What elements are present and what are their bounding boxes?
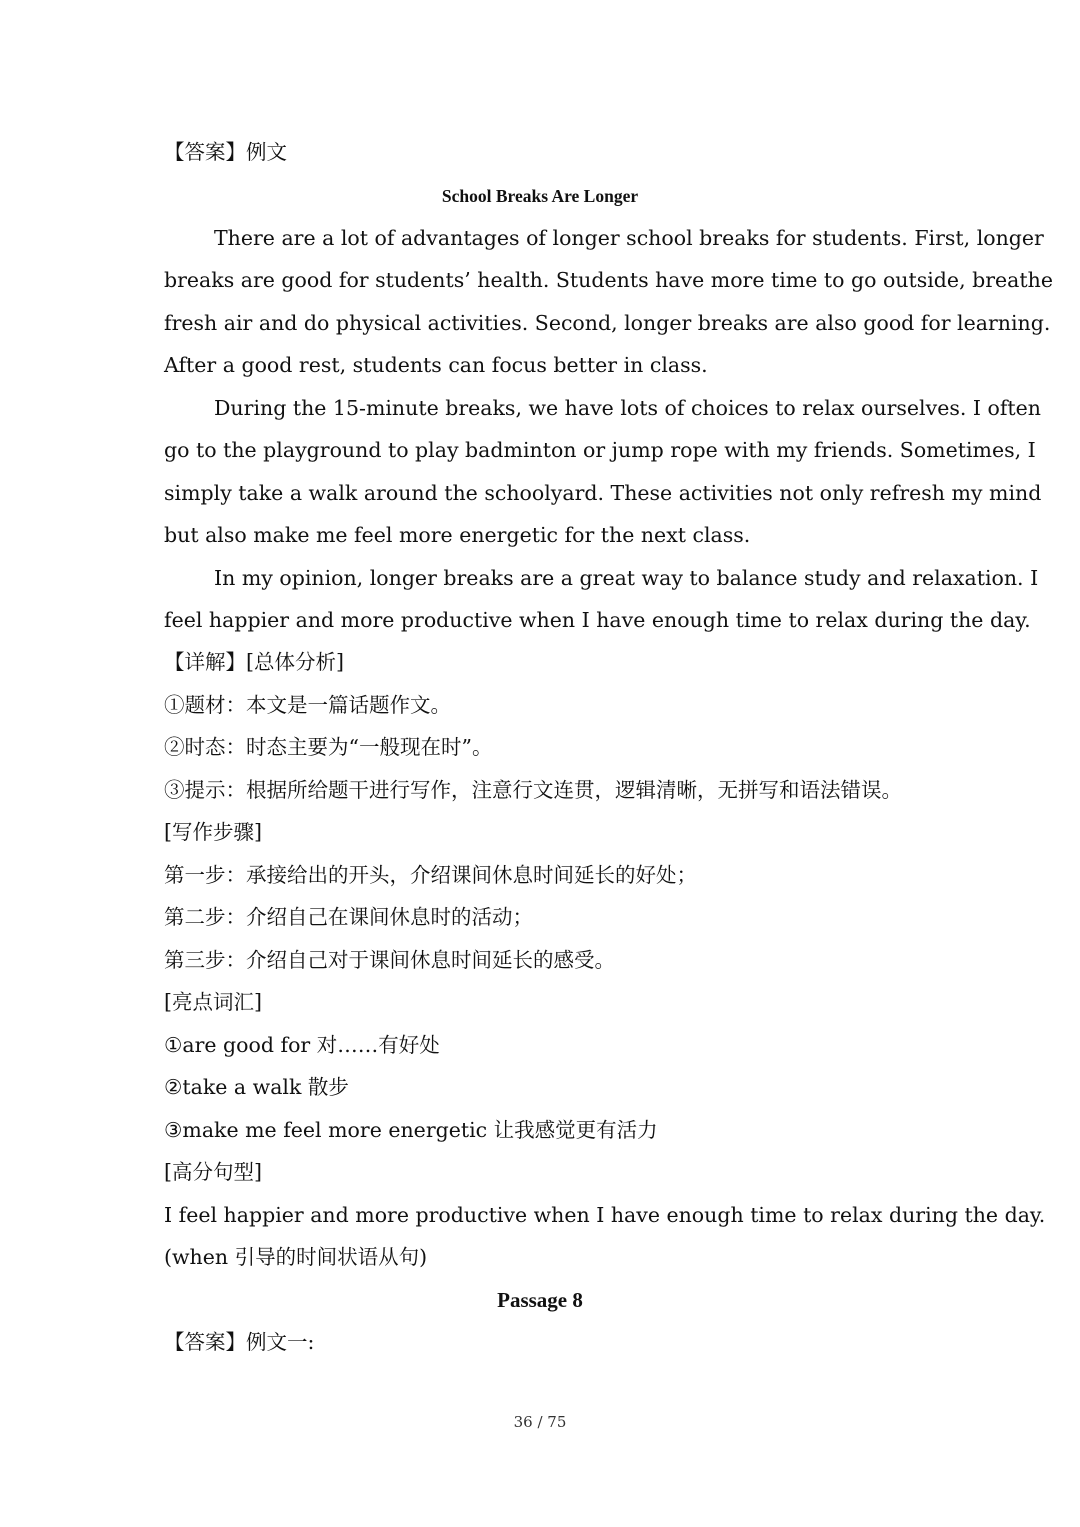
analysis-heading: 【详解】[总体分析] [164, 650, 344, 674]
essay-p1-line-3: fresh air and do physical activities. Second, longer breaks are also good for learning. [164, 311, 1051, 335]
essay-p2-line-3: simply take a walk around the schoolyard. These activities not only refresh my mind [164, 481, 1042, 505]
answer-label: 【答案】例文 [164, 140, 287, 164]
vocab-3: ③make me feel more energetic 让我感觉更有活力 [164, 1118, 658, 1142]
vocab-1: ①are good for 对……有好处 [164, 1033, 440, 1057]
steps-heading: [写作步骤] [164, 820, 262, 844]
sentence-note: (when 引导的时间状语从句) [164, 1245, 428, 1269]
page-number: 36 / 75 [513, 1413, 567, 1431]
step-2: 第二步：介绍自己在课间休息时的活动； [164, 905, 533, 929]
essay-p3-line-1: In my opinion, longer breaks are a great way to balance study and relaxation. I [214, 566, 1039, 590]
step-1: 第一步：承接给出的开头，介绍课间休息时间延长的好处； [164, 863, 697, 887]
analysis-item-3: ③提示：根据所给题干进行写作，注意行文连贯，逻辑清晰，无拼写和语法错误。 [164, 778, 902, 802]
vocab-2: ②take a walk 散步 [164, 1075, 349, 1099]
essay-p2-line-4: but also make me feel more energetic for the next class. [164, 523, 751, 547]
next-answer-label: 【答案】例文一: [164, 1330, 315, 1354]
passage-title: Passage 8 [497, 1288, 583, 1312]
sentence-example: I feel happier and more productive when I have enough time to relax during the day. [164, 1203, 1046, 1227]
essay-p1-line-2: breaks are good for students’ health. Students have more time to go outside, breathe [164, 268, 1053, 292]
sentence-heading: [高分句型] [164, 1160, 262, 1184]
vocab-heading: [亮点词汇] [164, 990, 262, 1014]
analysis-item-1: ①题材：本文是一篇话题作文。 [164, 693, 451, 717]
essay-p3-line-2: feel happier and more productive when I have enough time to relax during the day. [164, 608, 1031, 632]
essay-title: School Breaks Are Longer [441, 186, 639, 206]
step-3: 第三步：介绍自己对于课间休息时间延长的感受。 [164, 948, 615, 972]
essay-p1-line-1: There are a lot of advantages of longer school breaks for students. First, longer [214, 226, 1044, 250]
analysis-item-2: ②时态：时态主要为“一般现在时”。 [164, 735, 493, 759]
essay-p1-line-4: After a good rest, students can focus better in class. [164, 353, 708, 377]
essay-p2-line-2: go to the playground to play badminton or jump rope with my friends. Sometimes, I [164, 438, 1036, 462]
essay-p2-line-1: During the 15-minute breaks, we have lots of choices to relax ourselves. I often [214, 396, 1041, 420]
